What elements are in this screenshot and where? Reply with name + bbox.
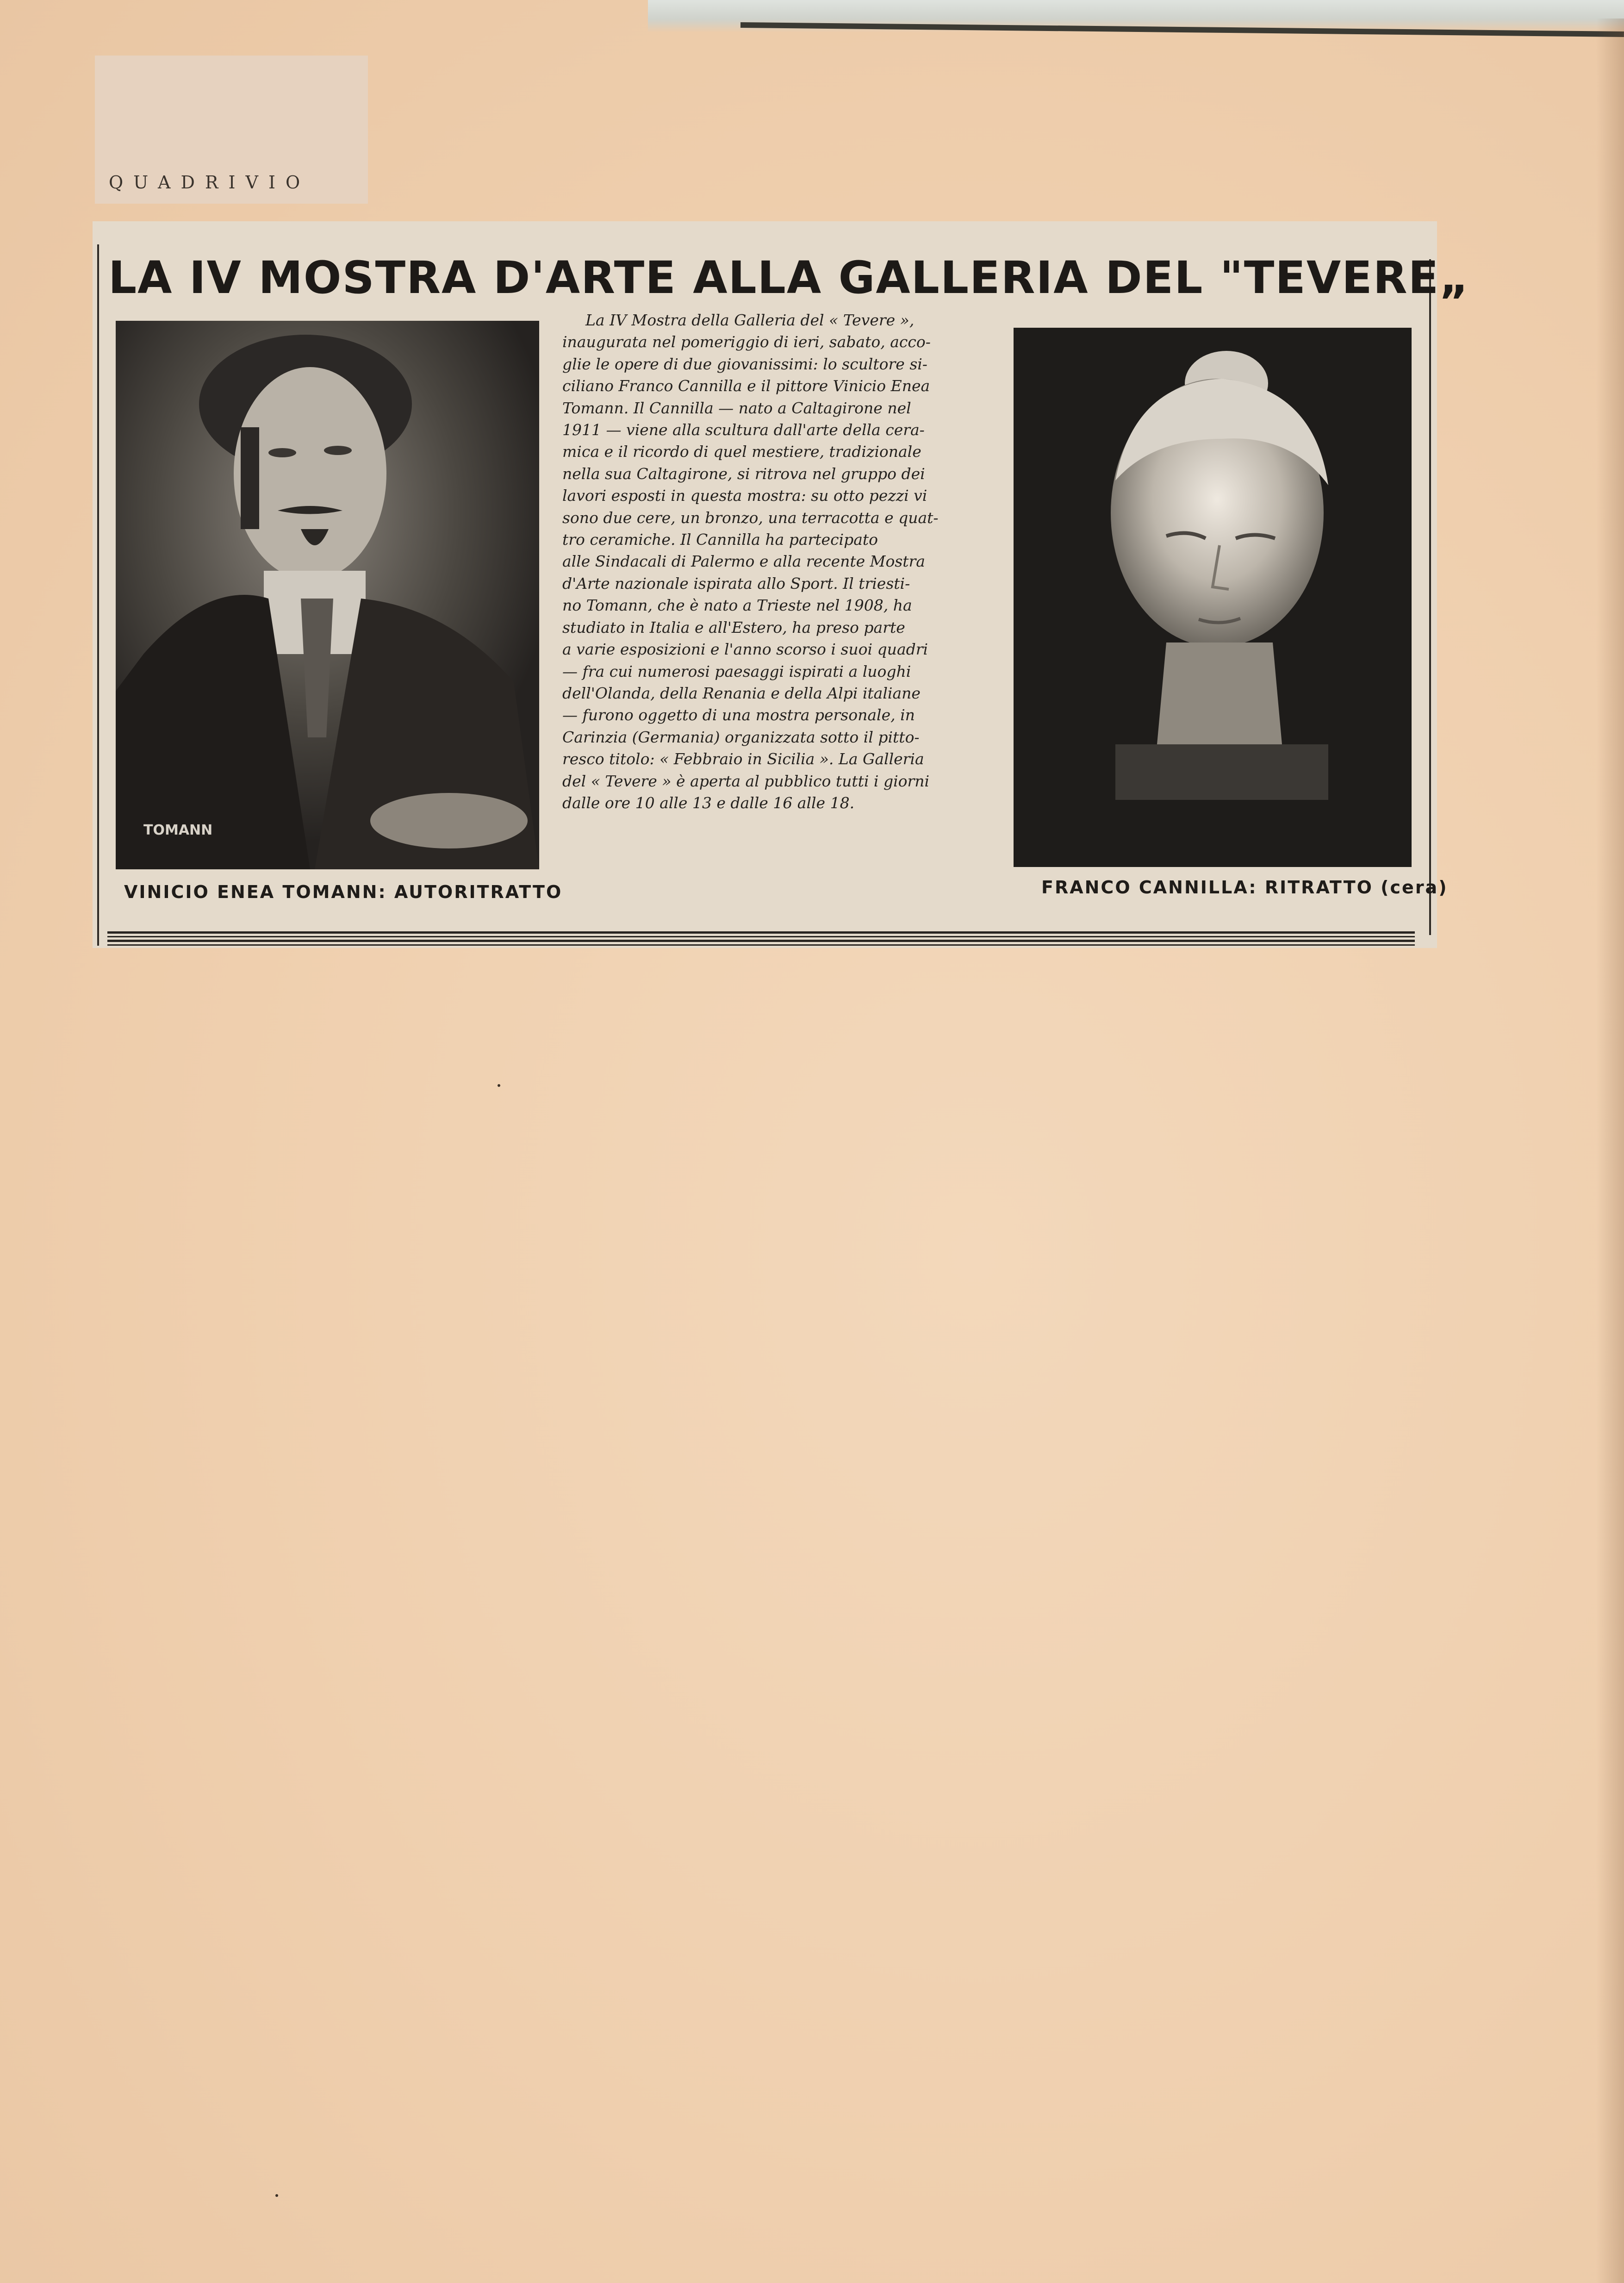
article-line: sono due cere, un bronzo, una terracotta e quat-	[562, 508, 939, 527]
article-line: no Tomann, che è nato a Trieste nel 1908, ha	[562, 596, 912, 615]
article-line: studiato in Italia e all'Estero, ha preso parte	[562, 618, 905, 636]
bottom-rule	[107, 936, 1415, 937]
wax-portrait-photo	[1014, 328, 1412, 867]
article-line: mica e il ricordo di quel mestiere, tradizionale	[562, 443, 921, 461]
headline-text: LA IV MOSTRA D'ARTE ALLA GALLERIA DEL "TEVERE„	[108, 252, 1470, 304]
headline	[102, 245, 1470, 310]
bottom-rule	[107, 940, 1415, 942]
paper-speck	[498, 1084, 500, 1087]
article-line: resco titolo: « Febbraio in Sicilia ». La Galleria	[562, 750, 924, 768]
article-line: — fra cui numerosi paesaggi ispirati a luoghi	[562, 662, 911, 680]
article-line: d'Arte nazionale ispirata allo Sport. Il triesti-	[562, 574, 910, 593]
bottom-rule	[107, 944, 1415, 946]
article-line: 1911 — viene alla scultura dall'arte della cera-	[562, 421, 925, 439]
clipping-border-right	[1429, 259, 1431, 935]
article-line: a varie esposizioni e l'anno scorso i suoi quadri	[562, 640, 928, 659]
caption-left: VINICIO ENEA TOMANN: AUTORITRATTO	[124, 882, 563, 902]
article-line: ciliano Franco Cannilla e il pittore Vinicio Enea	[562, 377, 930, 395]
painting-signature: TOMANN	[143, 822, 213, 838]
article-line: inaugurata nel pomeriggio di ieri, sabato, acco-	[562, 333, 931, 351]
paper-speck	[275, 2194, 278, 2197]
article-line: nella sua Caltagirone, si ritrova nel gruppo dei	[562, 464, 925, 483]
self-portrait-photo	[116, 321, 539, 869]
article-line: dell'Olanda, della Renania e della Alpi italiane	[562, 684, 921, 702]
masthead: QUADRIVIO	[109, 172, 311, 193]
caption-right: FRANCO CANNILLA: RITRATTO (cera)	[1041, 877, 1448, 898]
article-line: tro ceramiche. Il Cannilla ha partecipato	[562, 530, 878, 549]
article-line: del « Tevere » è aperta al pubblico tutti i giorni	[562, 772, 930, 790]
article-line: Tomann. Il Cannilla — nato a Caltagirone nel	[562, 399, 911, 417]
page-right-shadow	[1596, 19, 1624, 2283]
article-line: lavori esposti in questa mostra: su otto pezzi vi	[562, 487, 927, 505]
article-body	[562, 309, 997, 814]
article-line: alle Sindacali di Palermo e alla recente Mostra	[562, 552, 925, 571]
article-line: Carinzia (Germania) organizzata sotto il pitto-	[562, 728, 920, 746]
article-line: — furono oggetto di una mostra personale, in	[562, 706, 915, 724]
clipping-border-left	[97, 244, 99, 946]
article-line: glie le opere di due giovanissimi: lo scultore si-	[562, 355, 927, 373]
article-line: dalle ore 10 alle 13 e dalle 16 alle 18.	[562, 793, 855, 812]
article-line: La IV Mostra della Galleria del « Tevere »,	[585, 311, 915, 329]
bottom-rule	[107, 931, 1415, 934]
